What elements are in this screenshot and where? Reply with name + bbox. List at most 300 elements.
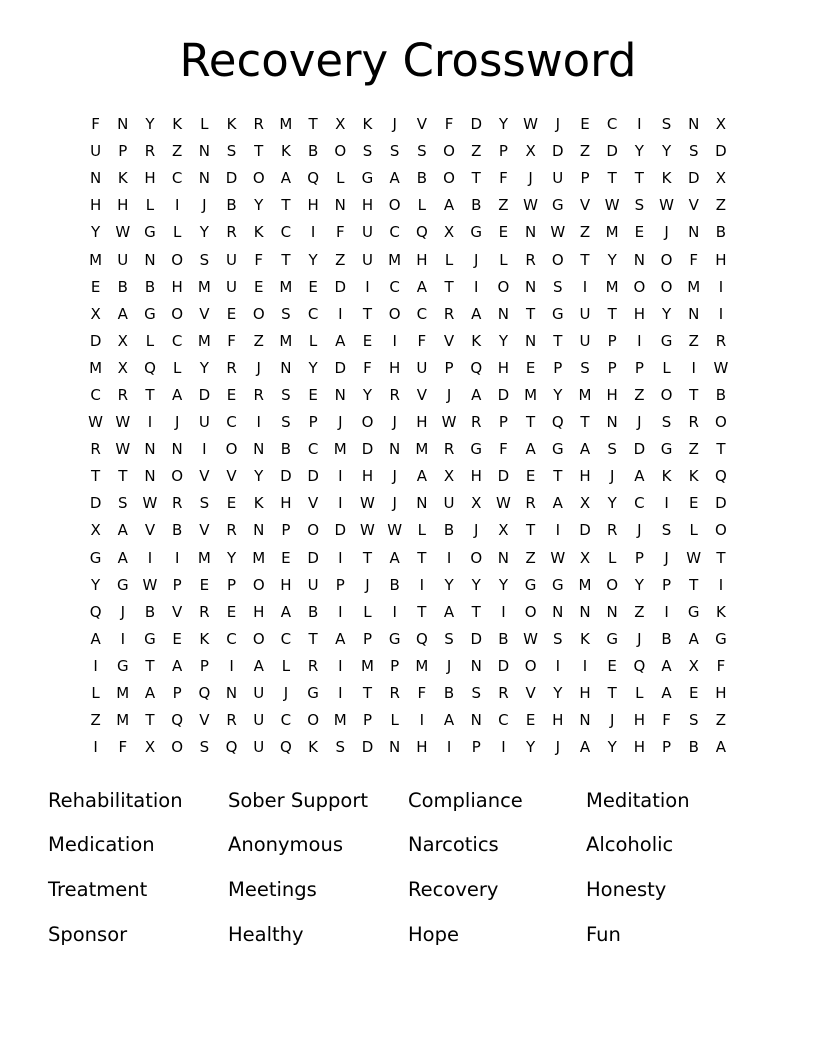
grid-cell: O [252, 169, 265, 188]
grid-cell: T [607, 684, 617, 703]
grid-cell: G [551, 196, 564, 215]
grid-cell: R [443, 304, 455, 323]
grid-cell: T [580, 413, 590, 432]
grid-cell: Z [579, 223, 591, 242]
grid-cell: W [142, 494, 158, 513]
grid-cell: Y [607, 738, 617, 757]
grid-cell: Q [198, 684, 211, 703]
grid-cell: L [689, 521, 698, 540]
grid-cell: W [686, 548, 702, 567]
grid-cell: N [144, 250, 156, 269]
word-list-item: Hope [408, 922, 459, 946]
grid-cell: N [497, 304, 510, 323]
grid-cell: T [417, 548, 427, 567]
grid-cell: R [90, 440, 101, 459]
grid-cell: T [145, 385, 155, 404]
grid-cell: C [307, 440, 319, 459]
grid-cell: H [253, 602, 265, 621]
grid-cell: E [362, 331, 373, 350]
grid-cell: R [307, 656, 319, 675]
grid-cell: C [307, 304, 319, 323]
grid-cell: G [524, 575, 537, 594]
grid-cell: U [307, 575, 319, 594]
grid-cell: L [662, 358, 671, 377]
grid-cell: A [443, 711, 455, 730]
grid-cell: L [281, 656, 291, 675]
grid-cell: G [470, 440, 483, 459]
grid-cell: A [253, 656, 264, 675]
grid-cell: N [606, 602, 618, 621]
grid-cell: E [90, 277, 101, 296]
grid-cell: B [307, 602, 319, 621]
grid-cell: I [310, 223, 316, 242]
grid-cell: N [606, 413, 618, 432]
grid-cell: E [580, 115, 590, 134]
grid-cell: I [174, 196, 180, 215]
grid-cell: D [361, 738, 374, 757]
grid-cell: R [498, 684, 509, 703]
grid-cell: T [362, 304, 373, 323]
grid-cell: M [333, 711, 347, 730]
grid-cell: F [91, 115, 100, 134]
grid-cell: Y [498, 331, 508, 350]
grid-cell: G [660, 331, 673, 350]
grid-cell: N [198, 169, 210, 188]
grid-cell: A [117, 304, 128, 323]
grid-cell: A [172, 385, 183, 404]
grid-cell: P [362, 629, 372, 648]
grid-cell: Y [145, 115, 155, 134]
grid-cell: R [471, 413, 482, 432]
word-list-item: Meetings [228, 877, 317, 901]
grid-cell: E [607, 656, 617, 675]
word-list-item: Healthy [228, 922, 304, 946]
word-list-item: Treatment [48, 877, 148, 901]
grid-cell: S [199, 250, 210, 269]
grid-cell: T [634, 169, 644, 188]
grid-cell: M [605, 223, 619, 242]
grid-cell: O [660, 277, 673, 296]
grid-cell: N [89, 169, 102, 188]
grid-cell: S [226, 142, 237, 161]
grid-cell: N [579, 602, 591, 621]
grid-cell: F [335, 223, 345, 242]
grid-cell: F [716, 656, 726, 675]
grid-cell: P [634, 358, 644, 377]
grid-cell: U [579, 331, 591, 350]
grid-cell: Y [498, 575, 508, 594]
grid-cell: L [200, 115, 209, 134]
grid-cell: T [145, 656, 155, 675]
grid-cell: F [417, 684, 427, 703]
grid-cell: O [551, 250, 564, 269]
grid-cell: S [389, 142, 400, 161]
grid-cell: A [335, 629, 346, 648]
grid-cell: B [715, 385, 727, 404]
grid-cell: I [392, 602, 397, 621]
grid-cell: Y [308, 250, 318, 269]
grid-cell: T [91, 467, 101, 486]
grid-cell: V [443, 331, 455, 350]
grid-cell: L [336, 169, 345, 188]
grid-cell: Q [144, 358, 156, 377]
grid-cell: L [390, 711, 399, 730]
grid-cell: G [551, 575, 564, 594]
grid-cell: F [417, 331, 427, 350]
grid-cell: N [688, 304, 700, 323]
grid-cell: T [281, 250, 291, 269]
grid-cell: E [253, 277, 264, 296]
grid-cell: M [279, 331, 293, 350]
grid-cell: W [88, 413, 104, 432]
grid-cell: B [389, 575, 400, 594]
grid-cell: L [363, 602, 372, 621]
grid-cell: Q [470, 358, 483, 377]
grid-cell: O [225, 440, 238, 459]
grid-cell: J [637, 521, 642, 540]
grid-cell: N [470, 711, 482, 730]
grid-cell: Q [89, 602, 102, 621]
grid-cell: W [659, 196, 674, 215]
grid-cell: V [199, 304, 210, 323]
grid-cell: N [144, 440, 156, 459]
grid-cell: O [606, 575, 619, 594]
grid-cell: G [606, 629, 618, 648]
grid-cell: W [713, 358, 729, 377]
grid-cell: D [334, 521, 347, 540]
grid-cell: R [199, 602, 210, 621]
grid-cell: R [715, 331, 727, 350]
grid-cell: N [416, 494, 428, 513]
grid-cell: R [389, 684, 400, 703]
grid-cell: S [281, 385, 291, 404]
word-list-item: Medication [48, 833, 155, 857]
grid-cell: R [226, 358, 237, 377]
grid-cell: N [144, 467, 156, 486]
grid-cell: A [715, 738, 727, 757]
grid-cell: M [197, 331, 211, 350]
grid-cell: P [172, 575, 182, 594]
grid-cell: V [688, 196, 699, 215]
grid-cell: T [553, 331, 563, 350]
grid-cell: P [498, 142, 508, 161]
grid-cell: H [280, 494, 292, 513]
grid-cell: M [578, 385, 592, 404]
grid-cell: D [497, 385, 510, 404]
grid-cell: I [120, 629, 125, 648]
grid-cell: U [253, 738, 265, 757]
grid-cell: S [118, 494, 128, 513]
grid-cell: N [334, 385, 346, 404]
grid-cell: U [416, 358, 428, 377]
grid-cell: H [579, 467, 591, 486]
grid-cell: P [199, 656, 209, 675]
grid-cell: W [115, 440, 131, 459]
grid-cell: R [389, 385, 400, 404]
grid-cell: B [443, 521, 455, 540]
grid-cell: E [308, 277, 318, 296]
grid-cell: W [550, 223, 566, 242]
grid-cell: Z [715, 196, 727, 215]
grid-cell: J [392, 467, 397, 486]
grid-cell: O [361, 413, 374, 432]
grid-cell: D [280, 467, 292, 486]
grid-cell: T [526, 304, 536, 323]
grid-cell: X [715, 115, 727, 134]
grid-cell: N [524, 277, 537, 296]
grid-cell: T [362, 684, 373, 703]
word-list-item: Compliance [408, 788, 523, 812]
grid-cell: M [360, 656, 374, 675]
grid-cell: D [497, 467, 510, 486]
grid-cell: U [579, 304, 591, 323]
grid-cell: S [688, 142, 699, 161]
grid-cell: Y [607, 494, 617, 513]
grid-cell: H [579, 684, 591, 703]
grid-cell: L [172, 358, 182, 377]
grid-cell: J [555, 115, 560, 134]
grid-cell: I [392, 331, 397, 350]
grid-cell: O [171, 738, 184, 757]
grid-cell: E [688, 684, 699, 703]
grid-cell: N [524, 331, 537, 350]
grid-cell: N [225, 684, 238, 703]
grid-cell: N [579, 711, 591, 730]
grid-cell: H [633, 711, 645, 730]
grid-cell: J [120, 602, 125, 621]
grid-cell: N [688, 223, 700, 242]
grid-cell: I [637, 331, 642, 350]
grid-cell: V [172, 602, 183, 621]
grid-cell: O [334, 142, 347, 161]
grid-cell: D [225, 169, 238, 188]
grid-cell: P [118, 142, 128, 161]
grid-cell: H [117, 196, 129, 215]
grid-cell: Z [688, 331, 699, 350]
grid-cell: J [528, 169, 533, 188]
grid-cell: G [116, 575, 129, 594]
grid-cell: H [171, 277, 183, 296]
grid-cell: X [715, 169, 727, 188]
grid-cell: D [579, 521, 591, 540]
grid-cell: A [443, 196, 455, 215]
grid-cell: A [280, 602, 292, 621]
grid-cell: T [471, 169, 481, 188]
grid-cell: H [497, 358, 510, 377]
grid-cell: G [144, 629, 156, 648]
grid-cell: Y [91, 575, 101, 594]
grid-cell: L [417, 196, 427, 215]
grid-cell: M [388, 250, 402, 269]
grid-cell: Z [90, 711, 101, 730]
grid-cell: L [308, 331, 318, 350]
grid-cell: O [252, 304, 265, 323]
word-list-item: Sober Support [228, 788, 368, 812]
grid-cell: S [199, 494, 210, 513]
grid-cell: J [609, 467, 615, 486]
grid-cell: K [661, 169, 672, 188]
grid-cell: U [117, 250, 129, 269]
grid-cell: W [523, 629, 539, 648]
grid-cell: I [664, 602, 669, 621]
grid-cell: C [226, 413, 237, 432]
grid-cell: D [633, 440, 646, 459]
grid-cell: T [118, 467, 128, 486]
grid-cell: X [525, 142, 536, 161]
grid-cell: M [333, 440, 347, 459]
grid-cell: I [338, 304, 343, 323]
grid-cell: M [415, 656, 429, 675]
grid-cell: T [716, 548, 726, 567]
grid-cell: S [553, 277, 563, 296]
grid-cell: K [172, 115, 183, 134]
grid-cell: L [145, 331, 155, 350]
grid-cell: E [634, 223, 645, 242]
grid-cell: Y [199, 223, 209, 242]
grid-cell: K [362, 115, 373, 134]
grid-cell: E [281, 548, 291, 567]
grid-cell: G [687, 602, 700, 621]
grid-cell: N [633, 250, 645, 269]
grid-cell: P [362, 711, 372, 730]
grid-cell: M [89, 358, 103, 377]
grid-cell: E [226, 494, 237, 513]
grid-cell: W [360, 521, 375, 540]
grid-cell: I [338, 602, 343, 621]
grid-cell: P [662, 738, 672, 757]
grid-cell: S [661, 115, 672, 134]
grid-cell: S [281, 413, 291, 432]
grid-cell: U [443, 494, 455, 513]
grid-cell: T [553, 467, 563, 486]
grid-cell: W [360, 494, 375, 513]
grid-cell: C [171, 169, 183, 188]
grid-cell: K [688, 467, 699, 486]
grid-cell: Y [607, 250, 617, 269]
grid-cell: M [578, 575, 592, 594]
grid-cell: Q [307, 169, 319, 188]
grid-cell: Y [362, 385, 373, 404]
grid-cell: X [471, 494, 482, 513]
grid-cell: A [661, 656, 672, 675]
grid-cell: L [444, 250, 454, 269]
grid-cell: A [416, 467, 427, 486]
grid-cell: D [334, 277, 347, 296]
grid-cell: I [256, 413, 261, 432]
grid-cell: A [661, 684, 672, 703]
grid-cell: D [497, 656, 510, 675]
grid-cell: O [524, 656, 537, 675]
grid-cell: P [335, 575, 345, 594]
grid-cell: F [363, 358, 372, 377]
grid-cell: Q [280, 738, 292, 757]
grid-cell: O [660, 250, 673, 269]
grid-cell: X [579, 494, 591, 513]
grid-cell: T [308, 629, 318, 648]
grid-cell: P [607, 358, 617, 377]
grid-cell: D [307, 467, 319, 486]
grid-cell: X [688, 656, 699, 675]
grid-cell: C [280, 711, 292, 730]
grid-cell: S [417, 142, 427, 161]
grid-cell: O [443, 169, 455, 188]
grid-cell: Q [415, 629, 428, 648]
grid-cell: O [524, 602, 537, 621]
grid-cell: I [582, 656, 588, 675]
grid-cell: P [553, 358, 563, 377]
grid-cell: I [582, 277, 588, 296]
grid-cell: Y [471, 575, 481, 594]
grid-cell: E [498, 223, 509, 242]
grid-cell: Q [715, 467, 727, 486]
grid-cell: N [253, 521, 265, 540]
grid-cell: V [144, 521, 156, 540]
grid-cell: G [470, 223, 483, 242]
word-list-item: Recovery [408, 877, 499, 901]
word-list-item: Meditation [586, 788, 690, 812]
grid-cell: V [199, 467, 210, 486]
grid-cell: D [334, 358, 347, 377]
grid-cell: A [579, 738, 591, 757]
grid-cell: B [226, 196, 237, 215]
grid-cell: I [718, 304, 724, 323]
grid-cell: A [688, 629, 699, 648]
grid-cell: I [446, 548, 452, 567]
grid-cell: T [689, 385, 699, 404]
word-list-item: Anonymous [228, 833, 343, 857]
grid-cell: B [416, 169, 427, 188]
grid-cell: T [526, 521, 536, 540]
grid-cell: V [307, 494, 319, 513]
grid-cell: J [202, 196, 207, 215]
grid-cell: H [416, 413, 428, 432]
grid-cell: I [338, 656, 343, 675]
grid-cell: O [443, 142, 455, 161]
grid-cell: A [389, 548, 400, 567]
grid-cell: H [389, 358, 401, 377]
word-list-item: Honesty [586, 877, 667, 901]
grid-cell: R [443, 440, 455, 459]
grid-cell: D [687, 169, 700, 188]
grid-cell: A [90, 629, 101, 648]
grid-cell: O [660, 385, 673, 404]
grid-cell: O [171, 304, 184, 323]
grid-cell: O [171, 250, 184, 269]
word-list-item: Alcoholic [586, 833, 674, 857]
grid-cell: K [580, 629, 590, 648]
grid-cell: E [525, 467, 536, 486]
grid-cell: A [389, 169, 400, 188]
grid-cell: P [444, 358, 454, 377]
grid-cell: P [471, 738, 481, 757]
grid-cell: B [661, 629, 672, 648]
grid-cell: B [117, 277, 128, 296]
grid-cell: M [687, 277, 701, 296]
grid-cell: R [525, 250, 536, 269]
grid-cell: Y [444, 575, 454, 594]
grid-cell: B [443, 684, 455, 703]
grid-cell: C [389, 277, 400, 296]
grid-cell: I [555, 521, 560, 540]
grid-cell: I [637, 115, 642, 134]
grid-cell: L [91, 684, 100, 703]
grid-cell: Z [634, 602, 645, 621]
grid-cell: I [338, 467, 343, 486]
grid-cell: F [444, 115, 454, 134]
grid-cell: H [416, 250, 428, 269]
grid-cell: M [415, 440, 429, 459]
grid-cell: M [197, 277, 211, 296]
